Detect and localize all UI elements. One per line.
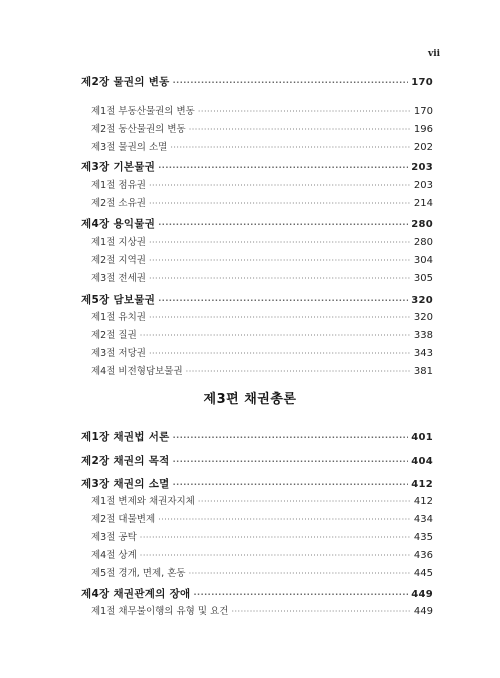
toc-entry-label: 제5절 경개, 면제, 혼동: [91, 568, 186, 579]
toc-section[interactable]: [91, 104, 433, 120]
toc-page-number: 401: [411, 432, 433, 443]
dot-leader: [149, 346, 411, 362]
toc-page-number: 214: [413, 198, 433, 209]
toc-entry-label: 제3절 공탁: [91, 532, 137, 543]
dot-leader: [189, 566, 411, 582]
toc-page-number: 203: [413, 180, 433, 191]
dot-leader: [149, 178, 411, 194]
toc-entry-label: 제2절 질권: [91, 330, 137, 341]
toc-page-number: 404: [411, 456, 433, 467]
toc-page-number: 304: [413, 255, 433, 266]
toc-section[interactable]: [91, 494, 433, 510]
toc-page-number: 412: [413, 496, 433, 507]
toc-page-number: 202: [413, 142, 433, 153]
dot-leader: [158, 512, 411, 528]
toc-chapter[interactable]: [81, 159, 433, 175]
toc-section[interactable]: [91, 346, 433, 362]
toc-page-number: 435: [413, 532, 433, 543]
toc-chapter[interactable]: [81, 453, 433, 469]
toc-entry-label: 제4장 채권관계의 장애: [81, 588, 191, 600]
toc-chapter[interactable]: [81, 74, 433, 90]
dot-leader: [186, 364, 411, 380]
toc-page-number: 280: [413, 237, 433, 248]
toc-entry-label: 제2절 동산물권의 변동: [91, 124, 186, 135]
dot-leader: [170, 140, 411, 156]
toc-chapter[interactable]: [81, 216, 433, 232]
dot-leader: [231, 604, 410, 620]
toc-page-number: 320: [411, 295, 433, 306]
toc-section[interactable]: [91, 271, 433, 287]
dot-leader: [140, 548, 411, 564]
toc-entry-label: 제3절 저당권: [91, 348, 146, 359]
dot-leader: [140, 328, 411, 344]
toc-entry-label: 제1절 지상권: [91, 237, 146, 248]
toc-section[interactable]: [91, 235, 433, 251]
toc-entry-label: 제5장 담보물권: [81, 294, 156, 306]
toc-page-number: 434: [413, 514, 433, 525]
toc-entry-label: 제2절 지역권: [91, 255, 146, 266]
toc-page-number: 412: [411, 479, 433, 490]
toc-entry-label: 제1장 채권법 서론: [81, 431, 170, 443]
dot-leader: [140, 530, 411, 546]
toc-section[interactable]: [91, 310, 433, 326]
toc-entry-label: 제3장 채권의 소멸: [81, 478, 170, 490]
toc-page-number: 343: [413, 348, 433, 359]
toc-page-number: 170: [411, 77, 433, 88]
toc-entry-label: 제2절 대물변제: [91, 514, 156, 525]
dot-leader: [198, 104, 411, 120]
dot-leader: [158, 160, 408, 176]
toc-page-number: 381: [413, 366, 433, 377]
toc-section[interactable]: [91, 512, 433, 528]
toc-chapter[interactable]: [81, 292, 433, 308]
toc-entry-label: 제4절 비전형담보물권: [91, 366, 183, 377]
toc-section[interactable]: [91, 178, 433, 194]
toc-entry-label: 제4절 상계: [91, 550, 137, 561]
dot-leader: [198, 494, 411, 510]
toc-page-number: 445: [413, 568, 433, 579]
toc-section[interactable]: [91, 364, 433, 380]
dot-leader: [194, 587, 409, 603]
toc-section[interactable]: [91, 196, 433, 212]
dot-leader: [158, 293, 408, 309]
dot-leader: [173, 430, 409, 446]
page-number: vii: [428, 49, 441, 59]
toc-chapter[interactable]: [81, 586, 433, 602]
toc-section[interactable]: [91, 122, 433, 138]
toc-page-number: 170: [413, 106, 433, 117]
toc-page-number: 203: [411, 162, 433, 173]
toc-section[interactable]: [91, 140, 433, 156]
dot-leader: [173, 75, 409, 91]
toc-entry-label: 제1절 변제와 채권자지체: [91, 496, 195, 507]
dot-leader: [149, 310, 411, 326]
toc-page-number: 196: [413, 124, 433, 135]
dot-leader: [149, 235, 411, 251]
toc-entry-label: 제2장 채권의 목적: [81, 455, 170, 467]
toc-entry-label: 제1절 채무불이행의 유형 및 요건: [91, 606, 229, 617]
toc-chapter[interactable]: [81, 429, 433, 445]
toc-section[interactable]: [91, 566, 433, 582]
dot-leader: [149, 253, 411, 269]
part-title: 제3편 채권총론: [203, 392, 297, 407]
toc-section[interactable]: [91, 604, 433, 620]
toc-page-number: 449: [413, 606, 433, 617]
toc-entry-label: 제2절 소유권: [91, 198, 146, 209]
toc-entry-label: 제3절 물권의 소멸: [91, 142, 168, 153]
toc-section[interactable]: [91, 253, 433, 269]
toc-section[interactable]: [91, 530, 433, 546]
dot-leader: [149, 271, 411, 287]
toc-entry-label: 제2장 물권의 변동: [81, 76, 170, 88]
toc-entry-label: 제1절 유치권: [91, 312, 146, 323]
toc-chapter[interactable]: [81, 476, 433, 492]
toc-page-number: 449: [411, 589, 433, 600]
toc-section[interactable]: [91, 548, 433, 564]
toc-page-number: 280: [411, 219, 433, 230]
dot-leader: [149, 196, 411, 212]
dot-leader: [173, 477, 409, 493]
toc-page-number: 320: [413, 312, 433, 323]
toc-page-number: 305: [413, 273, 433, 284]
toc-entry-label: 제3장 기본물권: [81, 161, 156, 173]
toc-entry-label: 제4장 용익물권: [81, 218, 156, 230]
dot-leader: [189, 122, 411, 138]
dot-leader: [173, 454, 409, 470]
toc-section[interactable]: [91, 328, 433, 344]
dot-leader: [158, 217, 408, 233]
toc-entry-label: 제3절 전세권: [91, 273, 146, 284]
toc-entry-label: 제1절 부동산물권의 변동: [91, 106, 195, 117]
toc-page-number: 338: [413, 330, 433, 341]
toc-entry-label: 제1절 점유권: [91, 180, 146, 191]
toc-page-number: 436: [413, 550, 433, 561]
